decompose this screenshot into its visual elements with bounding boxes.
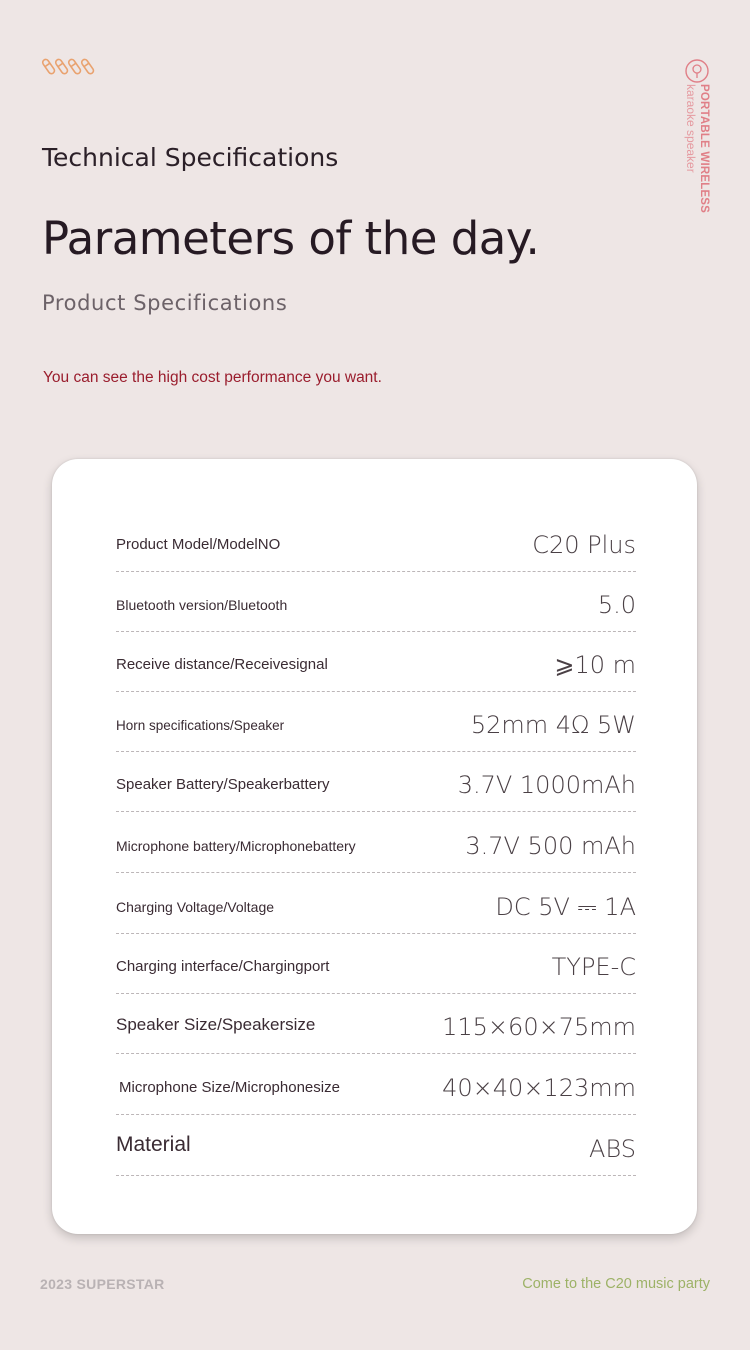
spec-row — [116, 631, 636, 692]
spec-label: Charging Voltage/Voltage — [116, 899, 275, 915]
spec-label: Charging interface/Chargingport — [116, 958, 330, 975]
spec-value: C20 Plus — [532, 531, 636, 559]
spec-value: TYPE-C — [551, 953, 636, 981]
spec-value: 40×40×123mm — [442, 1074, 636, 1102]
spec-row — [116, 933, 636, 994]
spec-value: 115×60×75mm — [442, 1013, 636, 1041]
page-headline: Parameters of the day. — [42, 212, 540, 265]
eyebrow-title: Technical Specifications — [42, 143, 339, 172]
spec-label: Horn specifications/Speaker — [116, 718, 285, 733]
spec-value: ABS — [589, 1135, 636, 1163]
spec-value: 52mm 4Ω 5W — [470, 711, 636, 739]
spec-value: 3.7V 1000mAh — [457, 771, 636, 799]
spec-label: Speaker Size/Speakersize — [116, 1015, 316, 1034]
spec-value: DC 5V ⎓ 1A — [495, 893, 636, 921]
spec-label: Receive distance/Receivesignal — [116, 656, 328, 673]
spec-label: Microphone Size/Microphonesize — [119, 1079, 340, 1096]
spec-label: Microphone battery/Microphonebattery — [116, 838, 356, 854]
spec-label: Material — [116, 1133, 191, 1156]
side-brand — [682, 58, 712, 214]
spec-row — [116, 691, 636, 752]
spec-row — [116, 1115, 636, 1176]
brand-subtitle: karaoke speaker — [684, 84, 698, 173]
spec-label: Speaker Battery/Speakerbattery — [116, 776, 330, 793]
spec-row — [116, 751, 636, 812]
spec-value: 5.0 — [597, 591, 636, 619]
spec-value: ⩾10 m — [554, 651, 636, 679]
spec-label: Bluetooth version/Bluetooth — [116, 597, 288, 613]
spec-row — [116, 812, 636, 873]
spec-row — [116, 511, 636, 572]
spec-row — [116, 993, 636, 1054]
spec-row — [116, 1054, 636, 1115]
footer-slogan: Come to the C20 music party — [522, 1276, 710, 1292]
spec-row — [116, 873, 636, 934]
footer-brand: 2023 SUPERSTAR — [40, 1276, 165, 1292]
microphones-logo-icon — [40, 56, 100, 80]
section-subhead: Product Specifications — [42, 291, 288, 315]
brand-title: PORTABLE WIRELESS — [698, 84, 710, 214]
spec-label: Product Model/ModelNO — [116, 536, 281, 553]
spec-value: 3.7V 500 mAh — [465, 832, 636, 860]
tagline: You can see the high cost performance you want. — [43, 369, 382, 386]
microphone-circle-icon — [684, 58, 710, 84]
spec-row — [116, 571, 636, 632]
spec-card — [52, 459, 697, 1234]
